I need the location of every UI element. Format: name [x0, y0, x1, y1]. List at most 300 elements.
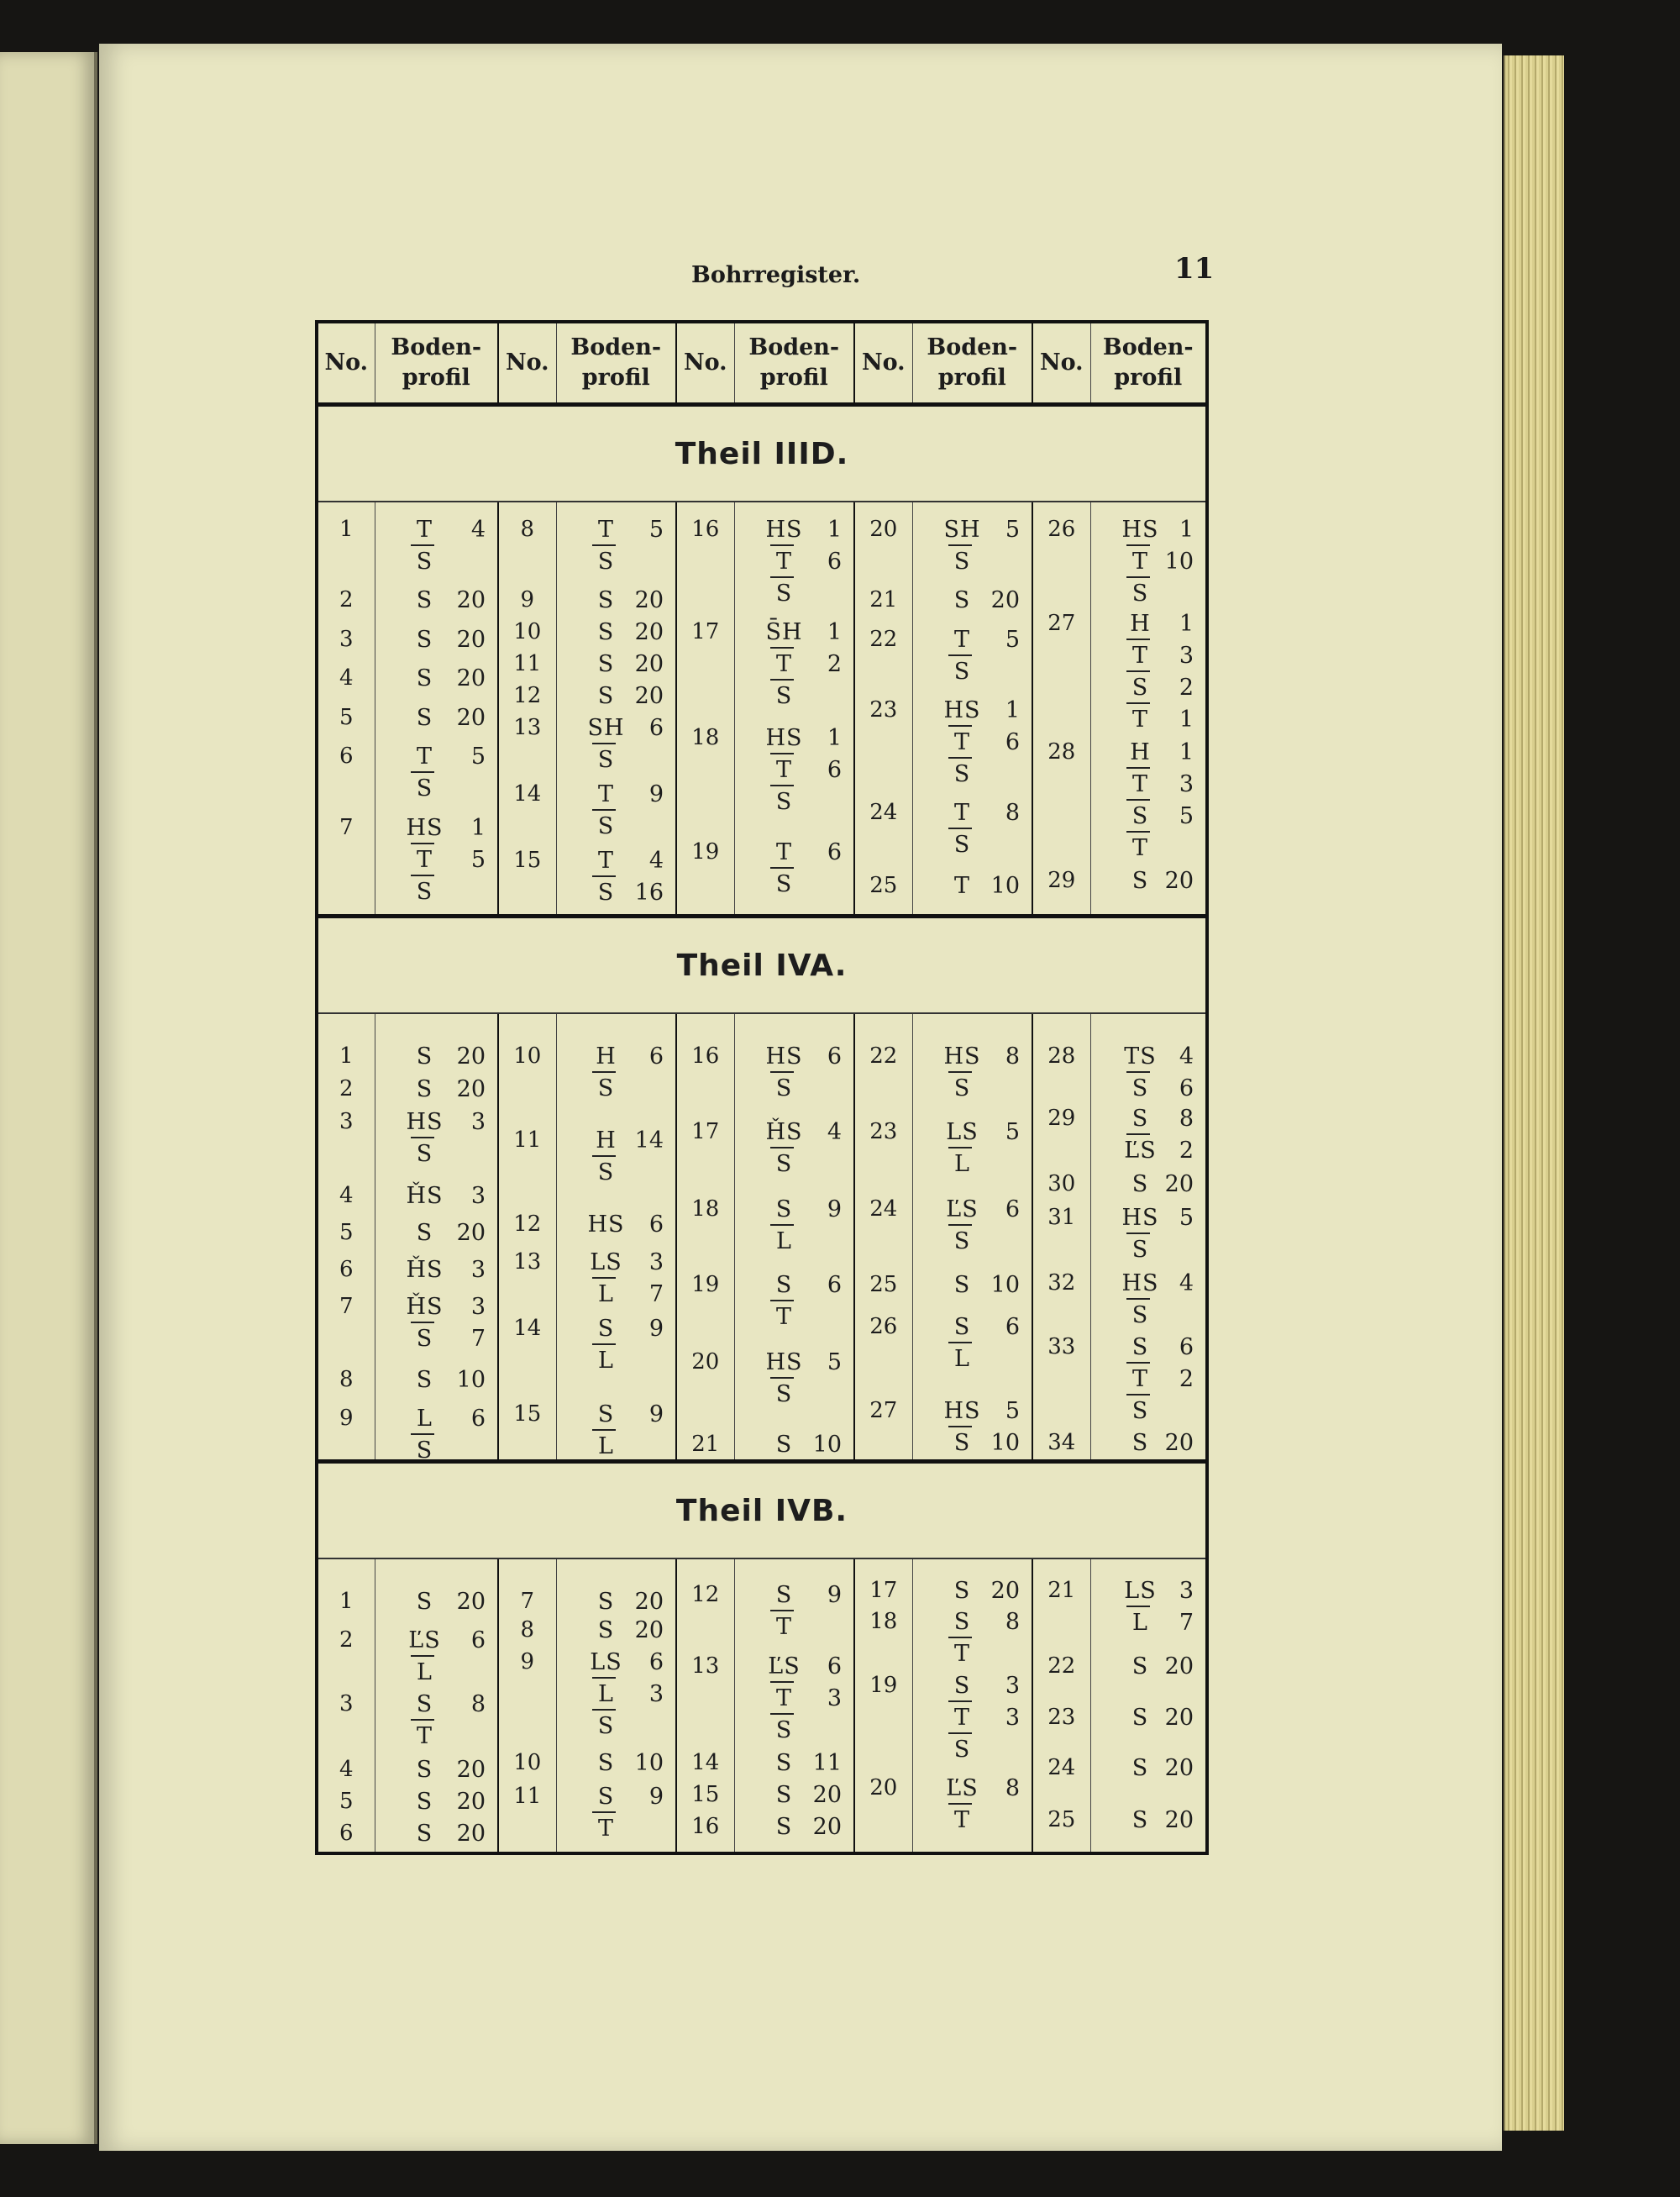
layer-depth: 8: [1005, 1775, 1020, 1801]
bodenprofil-column-cell: [912, 1013, 1032, 1462]
soil-symbol: H: [1130, 611, 1151, 637]
no-column-cell: [676, 1558, 734, 1853]
layer-depth: 5: [1005, 1398, 1020, 1424]
layer-depth: 6: [1179, 1334, 1194, 1360]
layer-depth: 20: [1164, 1430, 1194, 1456]
soil-symbol: T: [416, 847, 433, 873]
soil-symbol: S: [953, 1314, 971, 1340]
soil-symbol: S: [416, 587, 433, 613]
soil-symbol: S: [597, 549, 615, 575]
layer-depth: 20: [456, 665, 486, 691]
soil-symbol: ĽS: [946, 1775, 979, 1801]
no-column-cell: [1032, 1013, 1090, 1462]
soil-symbol: S: [597, 1075, 615, 1101]
facing-page-edge: [0, 52, 97, 2144]
layer-depth: 20: [456, 1589, 486, 1615]
borehole-number: 3: [339, 1109, 354, 1134]
soil-symbol: HS: [1121, 517, 1159, 543]
soil-symbol: S: [953, 1272, 971, 1298]
no-column-cell: [498, 1558, 556, 1853]
layer-depth: 5: [827, 1349, 842, 1375]
layer-depth: 4: [648, 848, 664, 874]
soil-symbol: S: [416, 1076, 433, 1102]
layer-depth: 20: [456, 705, 486, 731]
table-body: [317, 405, 1207, 1854]
borehole-number: 1: [339, 517, 354, 542]
layer-depth: 6: [470, 1406, 486, 1432]
borehole-number: 20: [869, 517, 898, 542]
soil-symbol: S: [416, 1141, 433, 1167]
section-title-row: [317, 917, 1207, 1014]
layer-depth: 3: [470, 1183, 486, 1209]
layer-depth: 1: [827, 725, 842, 751]
layer-depth: 6: [1179, 1075, 1194, 1101]
soil-symbol: T: [953, 1705, 970, 1731]
borehole-number: 19: [691, 839, 720, 865]
soil-symbol: S: [775, 1717, 793, 1743]
bodenprofil-column-cell: [912, 1558, 1032, 1853]
soil-symbol: S: [1131, 1398, 1149, 1424]
bodenprofil-column-cell: [734, 502, 854, 917]
bodenprofil-column-cell: [1090, 1558, 1207, 1853]
borehole-number: 22: [1047, 1653, 1076, 1679]
borehole-number: 6: [339, 744, 354, 769]
borehole-number: 12: [691, 1582, 720, 1607]
soil-symbol: T: [775, 1304, 792, 1330]
soil-symbol: S: [953, 587, 971, 613]
header-no: No.: [317, 322, 375, 405]
layer-depth: 2: [1179, 1366, 1194, 1392]
borehole-number: 5: [339, 705, 354, 730]
layer-depth: 20: [634, 651, 664, 677]
bodenprofil-column-cell: [556, 1013, 676, 1462]
section-title: Theil IVA.: [317, 917, 1207, 1014]
borehole-number: 19: [691, 1272, 720, 1297]
no-column-cell: [317, 1013, 375, 1462]
borehole-number: 20: [869, 1775, 898, 1800]
soil-symbol: S: [597, 1316, 615, 1342]
soil-symbol: T: [1131, 707, 1148, 733]
soil-symbol: S: [1131, 1106, 1149, 1132]
borehole-number: 27: [869, 1398, 898, 1423]
borehole-number: 21: [691, 1432, 720, 1457]
layer-depth: 6: [1005, 1196, 1020, 1222]
soil-symbol: S: [597, 813, 615, 839]
soil-symbol: L: [598, 1281, 614, 1307]
layer-depth: 5: [470, 744, 486, 770]
header-bodenprofil: Boden- profil: [912, 322, 1032, 405]
borehole-number: 2: [339, 587, 354, 612]
borehole-number: 17: [691, 619, 720, 644]
soil-symbol: T: [597, 1816, 614, 1842]
soil-symbol: S: [1131, 1237, 1149, 1263]
no-column-cell: [498, 502, 556, 917]
borehole-number: 29: [1047, 868, 1076, 893]
soil-symbol: S: [416, 1438, 433, 1464]
header-no: No.: [498, 322, 556, 405]
borehole-number: 21: [869, 587, 898, 612]
borehole-number: 21: [1047, 1578, 1076, 1603]
bodenprofil-column-cell: [556, 1558, 676, 1853]
layer-depth: 1: [827, 619, 842, 645]
soil-symbol: HS: [1121, 1270, 1159, 1296]
borehole-number: 6: [339, 1257, 354, 1282]
layer-depth: 20: [634, 587, 664, 613]
soil-symbol: HS: [765, 1043, 803, 1070]
section-title-row: [317, 1462, 1207, 1559]
layer-depth: 6: [1005, 729, 1020, 755]
layer-depth: 4: [827, 1119, 842, 1145]
borehole-number: 24: [869, 1196, 898, 1222]
borehole-number: 7: [520, 1589, 535, 1614]
soil-symbol: S: [597, 1784, 615, 1810]
soil-symbol: S: [1131, 803, 1149, 829]
soil-symbol: T: [1131, 771, 1148, 797]
soil-symbol: S: [775, 1381, 793, 1407]
layer-depth: 10: [990, 1272, 1020, 1298]
borehole-number: 25: [1047, 1807, 1076, 1832]
soil-symbol: T: [953, 1641, 970, 1667]
layer-depth: 3: [1179, 643, 1194, 669]
layer-depth: 3: [1179, 771, 1194, 797]
layer-depth: 20: [456, 627, 486, 653]
bodenprofil-column-cell: [375, 1558, 498, 1853]
borehole-number: 32: [1047, 1270, 1076, 1296]
layer-depth: 8: [1005, 1043, 1020, 1070]
borehole-number: 15: [513, 848, 542, 873]
bodenprofil-column-cell: [375, 1013, 498, 1462]
layer-depth: 20: [1164, 1653, 1194, 1679]
borehole-number: 16: [691, 1043, 720, 1069]
soil-symbol: S: [1131, 675, 1149, 701]
borehole-number: 18: [691, 725, 720, 750]
layer-depth: 3: [470, 1109, 486, 1135]
soil-symbol: L: [598, 1348, 614, 1374]
soil-symbol: T: [1131, 835, 1148, 861]
soil-symbol: S: [775, 1432, 793, 1458]
soil-symbol: S: [953, 1609, 971, 1635]
layer-depth: 6: [648, 1212, 664, 1238]
soil-symbol: H: [1130, 739, 1151, 765]
layer-depth: 8: [470, 1691, 486, 1717]
soil-symbol: S: [953, 1578, 971, 1604]
layer-depth: 5: [1179, 803, 1194, 829]
soil-symbol: S: [597, 1589, 615, 1615]
borehole-number: 17: [691, 1119, 720, 1144]
layer-depth: 2: [1179, 675, 1194, 701]
layer-depth: 10: [456, 1367, 486, 1393]
layer-depth: 8: [1179, 1106, 1194, 1132]
layer-depth: 3: [1005, 1705, 1020, 1731]
layer-depth: 16: [634, 880, 664, 906]
no-column-cell: [676, 502, 734, 917]
layer-depth: 6: [827, 757, 842, 783]
layer-depth: 6: [827, 1272, 842, 1298]
soil-symbol: S: [953, 549, 971, 575]
soil-symbol: L: [954, 1346, 970, 1372]
borehole-number: 24: [869, 800, 898, 825]
soil-symbol: S: [775, 1151, 793, 1177]
borehole-number: 16: [691, 517, 720, 542]
soil-symbol: S: [953, 1228, 971, 1254]
layer-depth: 20: [456, 587, 486, 613]
borehole-number: 28: [1047, 739, 1076, 765]
soil-symbol: ĽS: [1124, 1138, 1157, 1164]
soil-symbol: T: [416, 744, 433, 770]
layer-depth: 9: [827, 1196, 842, 1222]
layer-depth: 7: [1179, 1610, 1194, 1636]
layer-depth: 20: [456, 1821, 486, 1847]
borehole-number: 25: [869, 873, 898, 898]
layer-depth: 20: [634, 1589, 664, 1615]
header-bodenprofil: Boden- profil: [734, 322, 854, 405]
soil-symbol: ĽS: [768, 1653, 801, 1679]
soil-symbol: L: [598, 1433, 614, 1459]
soil-symbol: S: [953, 761, 971, 787]
soil-symbol: T: [775, 839, 792, 865]
bodenprofil-column-cell: [556, 502, 676, 917]
layer-depth: 20: [456, 1220, 486, 1246]
borehole-number: 10: [513, 1043, 542, 1069]
soil-symbol: S: [953, 1673, 971, 1699]
borehole-number: 7: [339, 815, 354, 840]
layer-depth: 4: [1179, 1270, 1194, 1296]
layer-depth: 20: [456, 1757, 486, 1783]
soil-symbol: SH: [943, 517, 981, 543]
soil-symbol: L: [598, 1681, 614, 1707]
soil-symbol: H: [596, 1043, 617, 1070]
soil-symbol: S̄H: [765, 619, 803, 645]
soil-symbol: S: [953, 1430, 971, 1456]
soil-symbol: S: [775, 683, 793, 709]
bodenprofil-column-cell: [734, 1558, 854, 1853]
soil-symbol: S: [1131, 1430, 1149, 1456]
soil-symbol: HS: [943, 1043, 981, 1070]
soil-symbol: LS: [1124, 1578, 1157, 1604]
soil-symbol: T: [416, 517, 433, 543]
soil-symbol: S: [1131, 1705, 1149, 1731]
layer-depth: 5: [1179, 1205, 1194, 1231]
soil-symbol: S: [416, 627, 433, 653]
borehole-number: 8: [339, 1367, 354, 1392]
soil-symbol: LS: [590, 1649, 622, 1675]
layer-depth: 20: [456, 1076, 486, 1102]
layer-depth: 9: [827, 1582, 842, 1608]
soil-symbol: T: [597, 517, 614, 543]
section-data-row: [317, 1558, 1207, 1853]
soil-symbol: T: [775, 1685, 792, 1711]
soil-symbol: T: [953, 627, 970, 653]
layer-depth: 9: [648, 1316, 664, 1342]
soil-symbol: S: [1131, 1653, 1149, 1679]
no-column-cell: [676, 1013, 734, 1462]
layer-depth: 5: [648, 517, 664, 543]
borehole-number: 4: [339, 1757, 354, 1782]
borehole-number: 6: [339, 1821, 354, 1846]
layer-depth: 1: [1179, 517, 1194, 543]
section-data-row: [317, 502, 1207, 917]
borehole-number: 5: [339, 1789, 354, 1814]
soil-symbol: S: [416, 1821, 433, 1847]
borehole-number: 13: [691, 1653, 720, 1679]
soil-symbol: S: [1131, 1755, 1149, 1781]
no-column-cell: [854, 1558, 912, 1853]
soil-symbol: HS: [1121, 1205, 1159, 1231]
borehole-number: 5: [339, 1220, 354, 1245]
table-header-row: [317, 322, 1207, 405]
layer-depth: 10: [634, 1750, 664, 1776]
soil-symbol: S: [1131, 581, 1149, 607]
layer-depth: 1: [470, 815, 486, 841]
bodenprofil-column-cell: [734, 1013, 854, 1462]
layer-depth: 20: [1164, 1171, 1194, 1197]
soil-symbol: ȞS: [406, 1294, 444, 1320]
layer-depth: 9: [648, 1401, 664, 1427]
soil-symbol: S: [953, 832, 971, 858]
header-no: No.: [676, 322, 734, 405]
soil-symbol: S: [775, 1075, 793, 1101]
layer-depth: 3: [1179, 1578, 1194, 1604]
layer-depth: 3: [1005, 1673, 1020, 1699]
layer-depth: 11: [812, 1750, 842, 1776]
soil-symbol: HS: [943, 697, 981, 723]
soil-symbol: S: [416, 879, 433, 905]
soil-symbol: SH: [587, 715, 625, 741]
borehole-number: 11: [513, 651, 542, 676]
layer-depth: 7: [470, 1326, 486, 1352]
borehole-number: 22: [869, 1043, 898, 1069]
layer-depth: 10: [812, 1432, 842, 1458]
layer-depth: 5: [1005, 627, 1020, 653]
soil-symbol: S: [775, 871, 793, 897]
soil-symbol: HS: [943, 1398, 981, 1424]
bodenprofil-column-cell: [375, 502, 498, 917]
soil-symbol: L: [1132, 1610, 1148, 1636]
borehole-number: 11: [513, 1784, 542, 1809]
soil-symbol: HS: [765, 725, 803, 751]
soil-symbol: T: [1131, 1366, 1148, 1392]
soil-symbol: S: [416, 1220, 433, 1246]
layer-depth: 6: [648, 1043, 664, 1070]
soil-symbol: S: [597, 651, 615, 677]
section-title: Theil IVB.: [317, 1462, 1207, 1559]
layer-depth: 20: [812, 1782, 842, 1808]
soil-symbol: S: [597, 1401, 615, 1427]
soil-symbol: T: [775, 757, 792, 783]
header-bodenprofil: Boden- profil: [375, 322, 498, 405]
layer-depth: 1: [1179, 611, 1194, 637]
soil-symbol: L: [417, 1659, 433, 1685]
borehole-number: 9: [520, 1649, 535, 1674]
borehole-number: 10: [513, 619, 542, 644]
borehole-number: 17: [869, 1578, 898, 1603]
section-title: Theil IIID.: [317, 405, 1207, 502]
layer-depth: 20: [1164, 1807, 1194, 1833]
borehole-number: 18: [869, 1609, 898, 1634]
layer-depth: 9: [648, 781, 664, 807]
layer-depth: 20: [812, 1814, 842, 1840]
layer-depth: 8: [1005, 1609, 1020, 1635]
borehole-number: 8: [520, 1617, 535, 1642]
soil-symbol: S: [1131, 1171, 1149, 1197]
soil-symbol: T: [953, 1807, 970, 1833]
borehole-number: 24: [1047, 1755, 1076, 1780]
layer-depth: 6: [827, 1043, 842, 1070]
layer-depth: 4: [470, 517, 486, 543]
borehole-number: 16: [691, 1814, 720, 1839]
borehole-number: 13: [513, 715, 542, 740]
soil-symbol: S: [597, 683, 615, 709]
soil-symbol: TS: [1124, 1043, 1157, 1070]
soil-symbol: S: [597, 587, 615, 613]
layer-depth: 20: [634, 619, 664, 645]
layer-depth: 6: [827, 839, 842, 865]
layer-depth: 9: [648, 1784, 664, 1810]
soil-symbol: S: [416, 1326, 433, 1352]
soil-symbol: S: [597, 1713, 615, 1739]
soil-symbol: S: [416, 1043, 433, 1070]
layer-depth: 8: [1005, 800, 1020, 826]
layer-depth: 3: [648, 1249, 664, 1275]
layer-depth: 14: [634, 1127, 664, 1154]
running-title: Bohrregister.: [691, 262, 861, 288]
borehole-number: 15: [513, 1401, 542, 1427]
layer-depth: 3: [827, 1685, 842, 1711]
bodenprofil-column-cell: [1090, 502, 1207, 917]
page-number: 11: [1174, 252, 1215, 286]
soil-symbol: T: [597, 848, 614, 874]
layer-depth: 20: [634, 683, 664, 709]
soil-symbol: S: [416, 1757, 433, 1783]
borehole-number: 26: [869, 1314, 898, 1339]
bodenprofil-column-cell: [1090, 1013, 1207, 1462]
layer-depth: 3: [648, 1681, 664, 1707]
layer-depth: 1: [1179, 739, 1194, 765]
soil-symbol: S: [416, 1691, 433, 1717]
soil-symbol: S: [775, 1814, 793, 1840]
no-column-cell: [854, 1013, 912, 1462]
soil-symbol: T: [953, 800, 970, 826]
section-title-row: [317, 405, 1207, 502]
borehole-number: 4: [339, 1183, 354, 1208]
no-column-cell: [1032, 502, 1090, 917]
layer-depth: 2: [827, 651, 842, 677]
layer-depth: 5: [470, 847, 486, 873]
borehole-number: 34: [1047, 1430, 1076, 1455]
soil-symbol: S: [775, 1582, 793, 1608]
no-column-cell: [498, 1013, 556, 1462]
layer-depth: 1: [827, 517, 842, 543]
layer-depth: 20: [1164, 1705, 1194, 1731]
soil-symbol: L: [776, 1228, 792, 1254]
borehole-number: 9: [339, 1406, 354, 1431]
soil-symbol: T: [775, 1614, 792, 1640]
no-column-cell: [317, 502, 375, 917]
borehole-number: 29: [1047, 1106, 1076, 1131]
layer-depth: 20: [456, 1789, 486, 1815]
layer-depth: 1: [1179, 707, 1194, 733]
layer-depth: 1: [1005, 697, 1020, 723]
no-column-cell: [317, 1558, 375, 1853]
soil-symbol: L: [954, 1151, 970, 1177]
borehole-number: 7: [339, 1294, 354, 1319]
no-column-cell: [1032, 1558, 1090, 1853]
soil-symbol: S: [416, 775, 433, 802]
soil-symbol: ĽS: [946, 1196, 979, 1222]
soil-symbol: S: [416, 1367, 433, 1393]
soil-symbol: S: [597, 619, 615, 645]
soil-symbol: T: [953, 729, 970, 755]
